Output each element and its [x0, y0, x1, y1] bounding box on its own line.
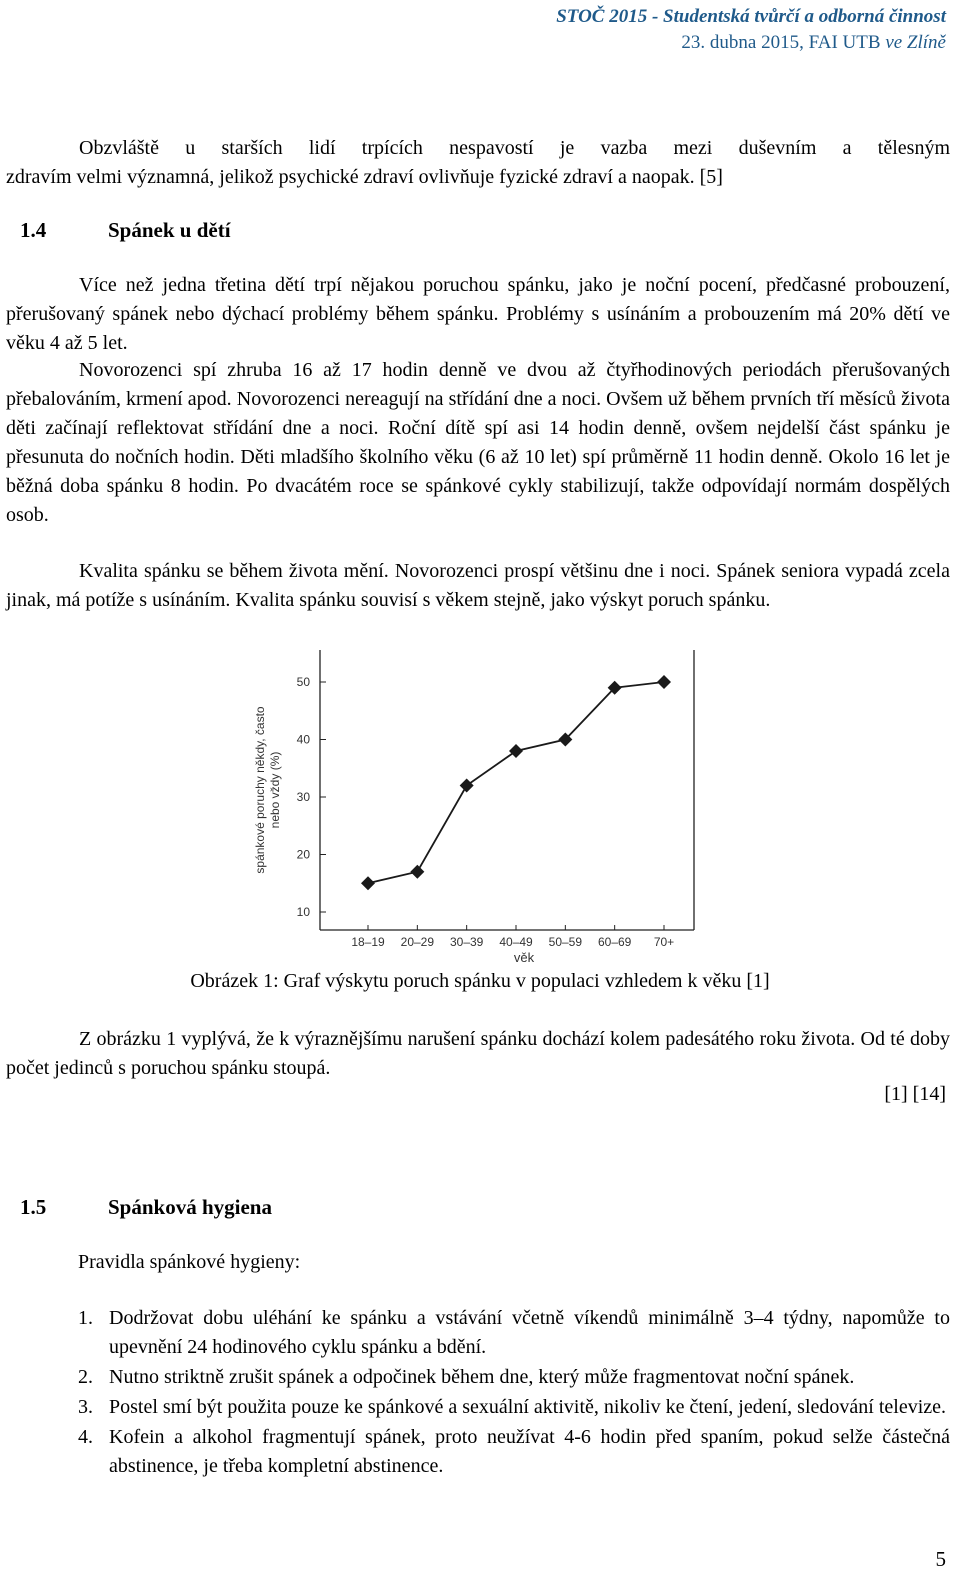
section-number: 1.5: [20, 1195, 47, 1219]
list-item-number: 4.: [78, 1426, 93, 1448]
list-item: [78, 1363, 950, 1392]
y-tick-label: 30: [296, 790, 310, 804]
section-heading-1-5: [20, 1195, 272, 1220]
data-point-marker: [509, 744, 523, 758]
list-item-number: 3.: [78, 1396, 93, 1418]
x-tick-label: 40–49: [499, 935, 533, 949]
header-date: 23. dubna 2015, FAI UTB: [681, 32, 886, 53]
x-tick-label: 70+: [653, 935, 675, 949]
sleep-disorder-age-chart: [234, 640, 704, 972]
data-point-marker: [460, 779, 474, 793]
intro-line-2: zdravím velmi významná, jelikož psychické zdraví ovlivňuje fyzické zdraví a naopak. [5]: [6, 166, 723, 188]
y-tick-label: 10: [296, 905, 310, 919]
list-item: [78, 1304, 950, 1362]
conclusion-paragraph: Z obrázku 1 vyplývá, že k výraznějšímu narušení spánku dochází kolem padesátého roku života. Od té doby počet jedinců s poruchou spánku stoupá.: [6, 1028, 950, 1079]
y-tick-label: 40: [296, 732, 310, 747]
paragraph-children-1: Více než jedna třetina dětí trpí nějakou poruchou spánku, jako je noční pocení, předčasné probouzení, přerušovaný spánek nebo dýchací problémy během spánku. Problémy s usínáním a probouzením má 20% dětí ve věku 4 až 5 let.: [6, 274, 950, 354]
intro-paragraph: [6, 134, 950, 192]
y-axis-label: [253, 706, 282, 874]
page-number: 5: [935, 1547, 946, 1571]
y-axis-label-line: spánkové poruchy někdy, často: [253, 706, 267, 874]
section-title: Spánek u dětí: [108, 218, 231, 242]
y-axis-label-line: nebo vždy (%): [268, 751, 282, 829]
series-line: [368, 682, 664, 883]
x-tick-label: 50–59: [548, 935, 583, 949]
x-tick-label: 60–69: [597, 935, 632, 949]
conclusion-references: [1] [14]: [884, 1083, 946, 1105]
paragraph-children-2: Novorozenci spí zhruba 16 až 17 hodin denně ve dvou až čtyřhodinových periodách přerušovaných přebalováním, krmení apod. Novorozenci nereagují na střídání dne a noci. Ovšem už během prvních tří měsíců života děti začínají reflektovat střídání dne a noci. Roční dítě spí asi 14 hodin denně, ovšem nejdelší část spánku je přesunuta do nočních hodin. Děti mladšího školního věku (6 až 10 let) spí průměrně 11 hodin denně. Okolo 16 let je běžná doba spánku 8 hodin. Po dvacátém roce se spánkové cykly stabilizují, takže odpovídají normám dospělých osob.: [6, 359, 950, 526]
list-item-text: Nutno striktně zrušit spánek a odpočinek během dne, který může fragmentovat noční spánek.: [109, 1366, 855, 1388]
data-point-marker: [657, 675, 671, 689]
section-number: 1.4: [20, 218, 47, 242]
list-item: [78, 1423, 950, 1481]
chart-series: [361, 675, 671, 890]
list-item-text: Dodržovat dobu uléhání ke spánku a vstávání včetně víkendů minimálně 3–4 týdny, napomůže to upevnění 24 hodinového cyklu spánku a bdění.: [109, 1307, 950, 1358]
header-date-place: [556, 30, 946, 56]
y-tick-label: 20: [296, 847, 310, 862]
section-title: Spánková hygiena: [108, 1195, 272, 1219]
list-item-number: 2.: [78, 1366, 93, 1388]
x-tick-label: 20–29: [400, 935, 435, 949]
data-point-marker: [361, 876, 375, 890]
intro-line-1: Obzvláště u starších lidí trpících nespavostí je vazba mezi duševním a tělesným: [79, 137, 950, 159]
section-heading-1-4: [20, 218, 231, 243]
hygiene-rules-list: [78, 1304, 950, 1482]
hygiene-intro: Pravidla spánkové hygieny:: [78, 1251, 301, 1273]
header-place: ve Zlíně: [885, 32, 946, 53]
header-title: STOČ 2015 - Studentská tvůrčí a odborná činnost: [556, 6, 946, 27]
x-tick-label: 30–39: [449, 935, 484, 949]
y-tick-label: 50: [296, 675, 310, 689]
chart-axes: [297, 650, 694, 949]
page-header: [556, 4, 946, 56]
paragraph-children-3: Kvalita spánku se během života mění. Novorozenci prospí většinu dne i noci. Spánek seniora vypadá zcela jinak, má potíže s usínáním. Kvalita spánku souvisí s věkem stejně, jako výskyt poruch spánku.: [6, 560, 950, 611]
list-item: [78, 1393, 950, 1422]
list-item-text: Postel smí být použita pouze ke spánkové a sexuální aktivitě, nikoliv ke čtení, jedení, sledování televize.: [109, 1396, 947, 1418]
list-item-text: Kofein a alkohol fragmentují spánek, proto neužívat 4-6 hodin před spaním, pokud selže částečná abstinence, je třeba kompletní abstinence.: [109, 1426, 950, 1477]
x-axis-label: věk: [513, 950, 535, 965]
figure-caption: Obrázek 1: Graf výskytu poruch spánku v populaci vzhledem k věku [1]: [190, 970, 770, 992]
x-tick-label: 18–19: [351, 935, 385, 949]
data-point-marker: [410, 865, 424, 879]
list-item-number: 1.: [78, 1307, 93, 1329]
